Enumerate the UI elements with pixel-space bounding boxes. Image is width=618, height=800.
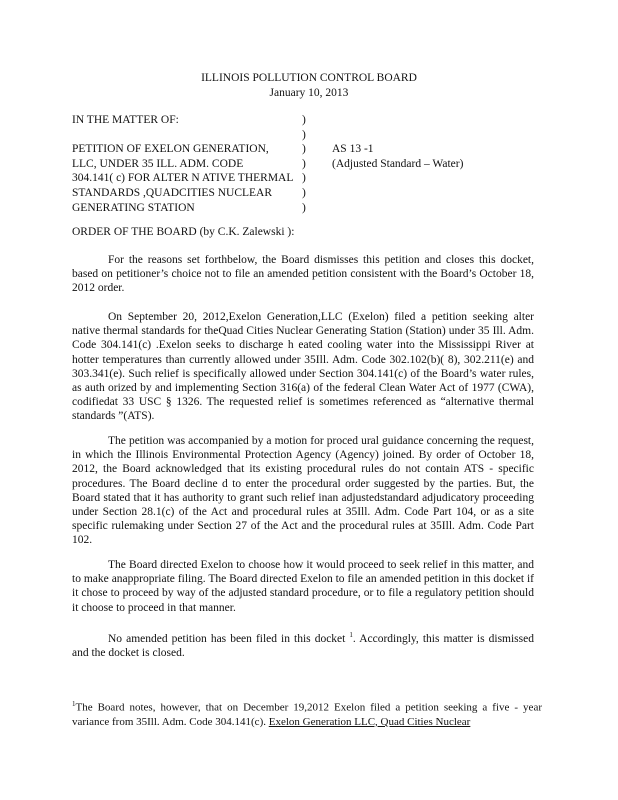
caption-row xyxy=(72,142,542,157)
agency-heading: ILLINOIS POLLUTION CONTROL BOARD xyxy=(201,72,417,84)
docket-number: AS 13 -1 xyxy=(332,143,374,156)
caption-row xyxy=(72,157,542,172)
caption-row xyxy=(72,113,542,128)
caption-paren: ) xyxy=(302,172,306,185)
caption-paren: ) xyxy=(302,186,306,199)
caption-left: IN THE MATTER OF: xyxy=(72,114,179,126)
caption-paren: ) xyxy=(302,143,306,156)
paragraph-conclusion xyxy=(72,628,534,660)
order-date: January 10, 2013 xyxy=(269,87,349,99)
caption-left: 304.141( c) FOR ALTER N ATIVE THERMAL xyxy=(72,172,294,185)
footnote xyxy=(72,697,542,729)
caption-paren: ) xyxy=(302,157,306,170)
order-of-board-line: ORDER OF THE BOARD (by C.K. Zalewski ): xyxy=(72,226,295,238)
case-type: (Adjusted Standard – Water) xyxy=(332,157,464,170)
paragraph-board-direction: The Board directed Exelon to choose how it would proceed to seek relief in this matter, and to make anappropriate filing. The Board directed Exelon to file an amended petition in this docket if it chose to proceed by way of the adjusted standard procedure, or to file a regulatory petition should it choose to proceed in that manner. xyxy=(72,559,534,614)
case-caption xyxy=(72,113,542,215)
paragraph-petition-filed: On September 20, 2012,Exelon Generation,LLC (Exelon) filed a petition seeking alter native thermal standards for theQuad Cities Nuclear Generating Station (Station) under 35 Ill. Adm. Code 304.141(c) .Exelon seeks to discharge h eated cooling water into the Mississippi River at hotter temperatures than currently allowed under 35Ill. Adm. Code 302.102(b)( 8), 302.211(e) and 303.341(e). Such relief is specifically allowed under Section 304.141(c) of the Board’s water rules, as auth orized by and implementing Section 316(a) of the federal Clean Water Act of 1977 (CWA), codifiedat 33 USC § 1326. The requested relief is sometimes referenced as “alternative thermal standards ”(ATS). xyxy=(72,311,534,423)
conclusion-text-end: . Accordingly, this matter is dismissed and the docket is closed. xyxy=(72,632,534,660)
paragraph-procedural-history: The petition was accompanied by a motion for proced ural guidance concerning the request, in which the Illinois Environmental Protection Agency (Agency) joined. By order of October 18, 2012, the Board acknowledged that its existing procedural rules do not contain ATS - specific procedures. The Board decline d to enter the procedural order suggested by the parties. But, the Board stated that it has authority to grant such relief inan adjustedstandard adjudicatory proceeding under Section 28.1(c) of the Act and procedural rules at 35Ill. Adm. Code Part 104, or as a site specific rulemaking under Section 27 of the Act and the procedural rules at 35Ill. Adm. Code Part 102. xyxy=(72,435,534,547)
caption-row xyxy=(72,201,542,216)
conclusion-text: No amended petition has been filed in this docket xyxy=(108,632,350,645)
caption-row xyxy=(72,128,542,143)
caption-paren: ) xyxy=(302,114,306,126)
caption-left: STANDARDS ,QUADCITIES NUCLEAR xyxy=(72,186,273,199)
caption-paren: ) xyxy=(302,128,306,141)
caption-paren: ) xyxy=(302,201,306,214)
footnote-text: The Board notes, however, that on December 19,2012 Exelon filed a petition seeking a five - year variance from 35Ill. Adm. Code 304.141(c). xyxy=(72,701,542,728)
footnote-reference[interactable]: 1 xyxy=(349,631,353,639)
caption-row xyxy=(72,186,542,201)
paragraph-dismissal: For the reasons set forthbelow, the Board dismisses this petition and closes this docket, based on petitioner’s choice not to file an amended petition consistent with the Board’s October 18, 2012 order. xyxy=(72,254,534,295)
caption-row xyxy=(72,171,542,186)
footnote-mark: 1 xyxy=(72,700,76,708)
footnote-case-citation: Exelon Generation LLC, Quad Cities Nuclear xyxy=(268,715,471,728)
caption-left: GENERATING STATION xyxy=(72,201,195,214)
caption-left: LLC, UNDER 35 ILL. ADM. CODE xyxy=(72,157,244,170)
caption-left: PETITION OF EXELON GENERATION, xyxy=(72,143,269,156)
